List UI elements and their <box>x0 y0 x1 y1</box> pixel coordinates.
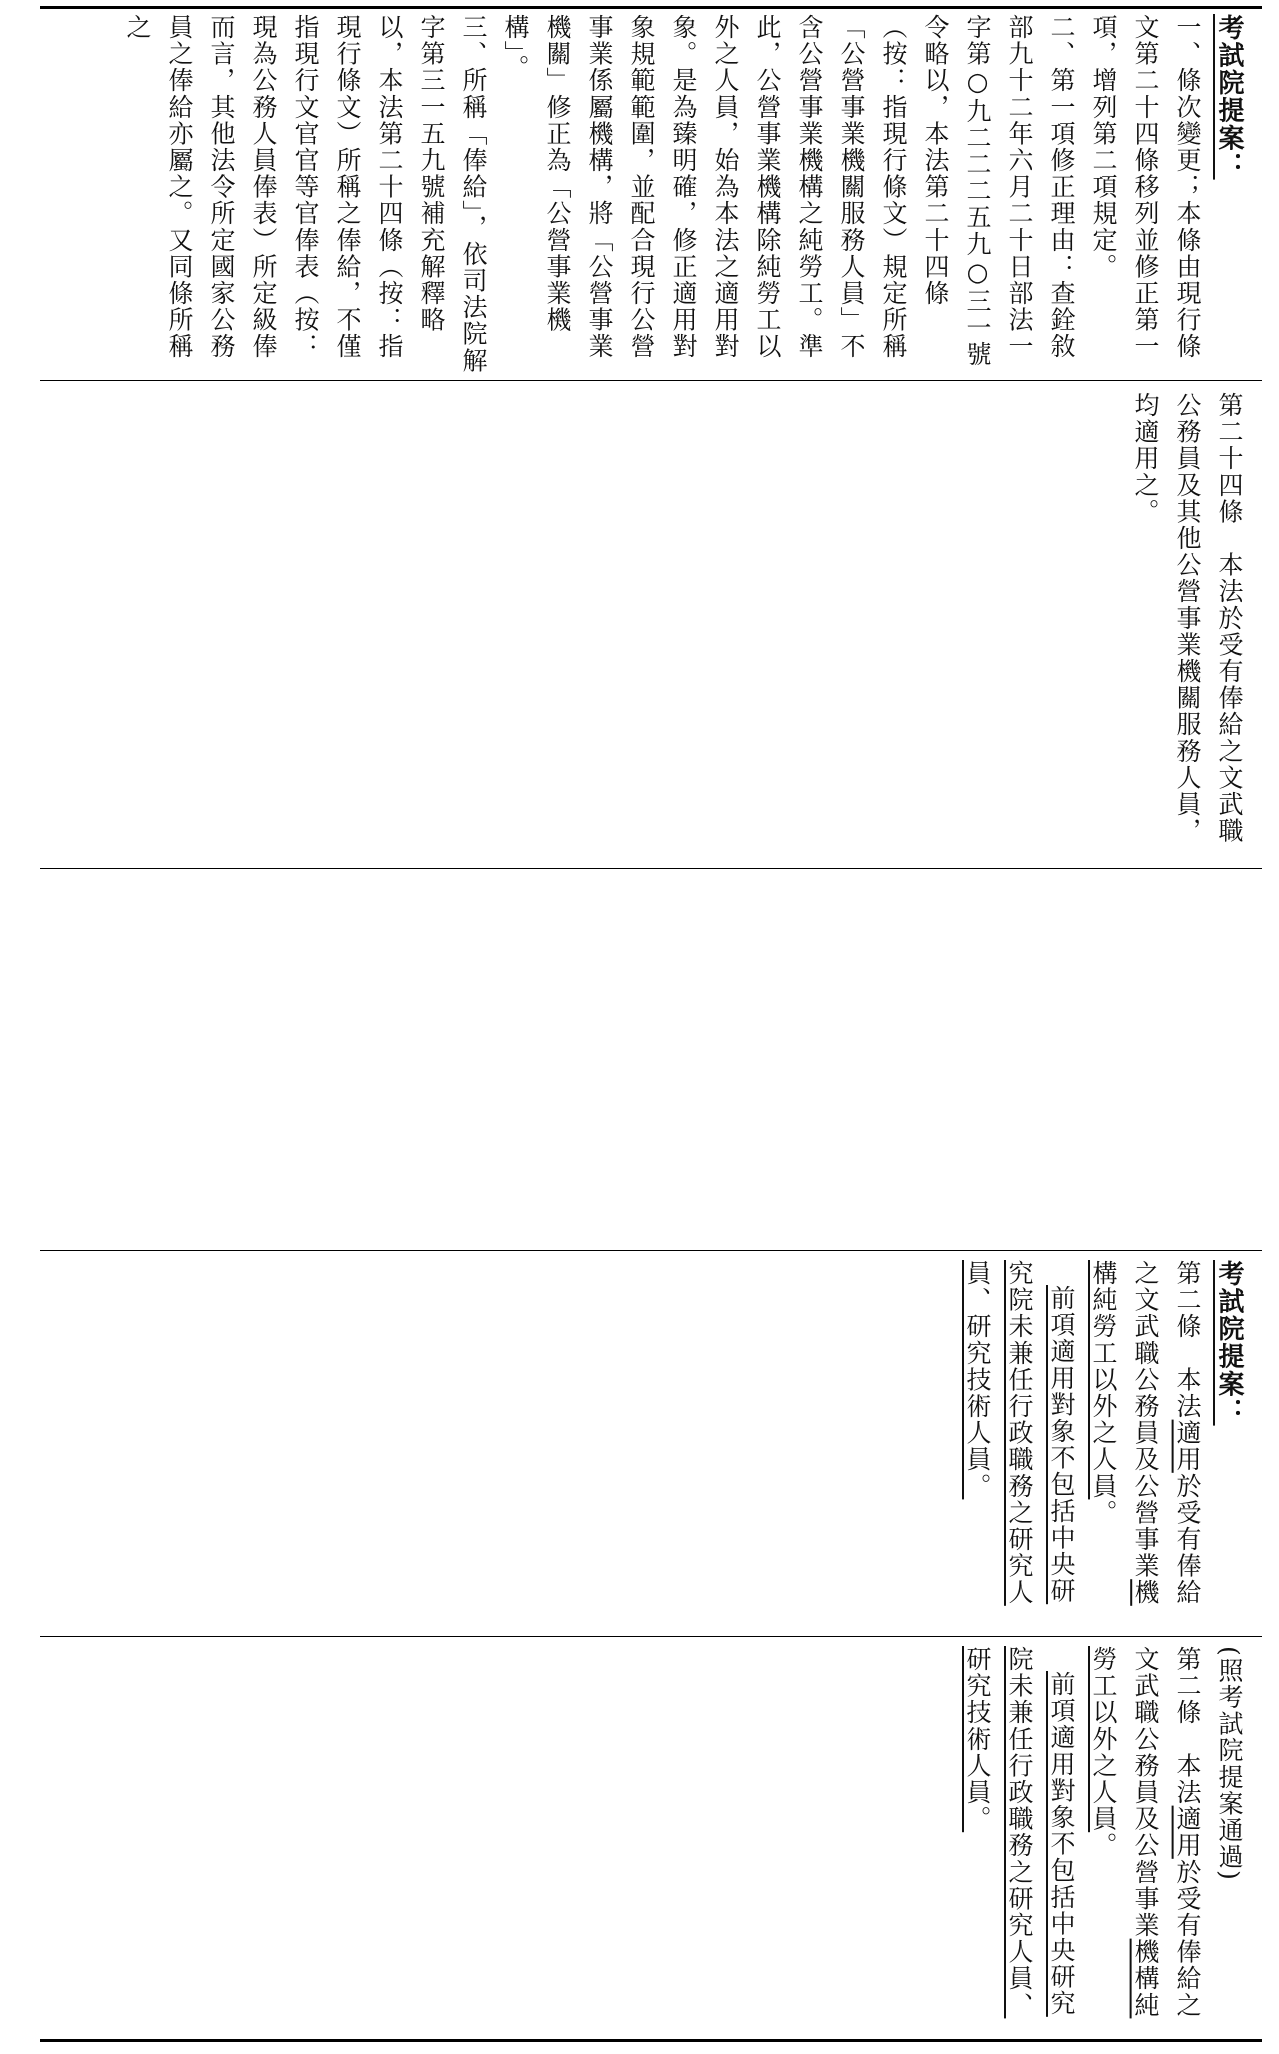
proposal-explanation-cell <box>60 14 1250 374</box>
passed-article-text <box>956 1646 1250 2030</box>
explanation-text <box>116 14 1250 374</box>
passed-article-2-para-2: 前項適用對象不包括中央研究院未兼任行政職務之研究人員、研究技術人員。 <box>963 1646 1076 2019</box>
passed-article-2-para-1: 第二條 本法適用於受有俸給之文武職公務員及公營事業機構純勞工以外之人員。 <box>1089 1646 1202 2019</box>
proposal-article-text <box>956 1260 1250 1622</box>
explanation-heading: 考試院提案： <box>1214 14 1244 180</box>
explanation-item-2: 二、第一項修正理由：查銓敘部九十二年六月二十日部法一字第○九二二二五九○三一號令略以，本法第二十四條（按：指現行條文）規定所稱「公營事業機關服務人員」不含公營事業機構之純勞工。準此，公營事業機構除純勞工以外之人員，始為本法之適用對象。是為臻明確，修正適用對象規範範圍，並配合現行公營事業係屬機構，將「公營事業機關」修正為「公營事業機構」。 <box>501 14 1076 368</box>
row-divider <box>40 1250 1262 1251</box>
current-article-24: 第二十四條 本法於受有俸給之文武職公務員及其他公營事業機關服務人員，均適用之。 <box>1131 392 1244 845</box>
row-divider <box>40 380 1262 381</box>
empty-cell <box>60 876 1250 1242</box>
explanation-item-3: 三、所稱「俸給」，依司法院解字第三一五九號補充解釋略以，本法第二十四條（按：指現行條文）所稱之俸給，不僅指現行文官官等官俸表（按：現為公務人員俸表）所定級俸而言，其他法令所定國家公務員之俸給亦屬之。又同條所稱之 <box>123 14 488 374</box>
proposal-article-2-para-1: 第二條 本法適用於受有俸給之文武職公務員及公營事業機構純勞工以外之人員。 <box>1089 1260 1202 1606</box>
explanation-item-1: 一、條次變更；本條由現行條文第二十四條移列並修正第一項，增列第二項規定。 <box>1089 14 1202 360</box>
current-article-text <box>1124 392 1250 850</box>
passed-note: (照考試院提案通過) <box>1215 1646 1244 1882</box>
proposal-article-2-para-2: 前項適用對象不包括中央研究院未兼任行政職務之研究人員、研究技術人員。 <box>963 1260 1076 1606</box>
passed-article-cell <box>60 1646 1250 2034</box>
current-article-cell <box>60 392 1250 860</box>
proposal-article-cell <box>60 1260 1250 1628</box>
proposal-heading: 考試院提案： <box>1214 1260 1244 1426</box>
row-divider <box>40 868 1262 869</box>
row-divider <box>40 1636 1262 1637</box>
